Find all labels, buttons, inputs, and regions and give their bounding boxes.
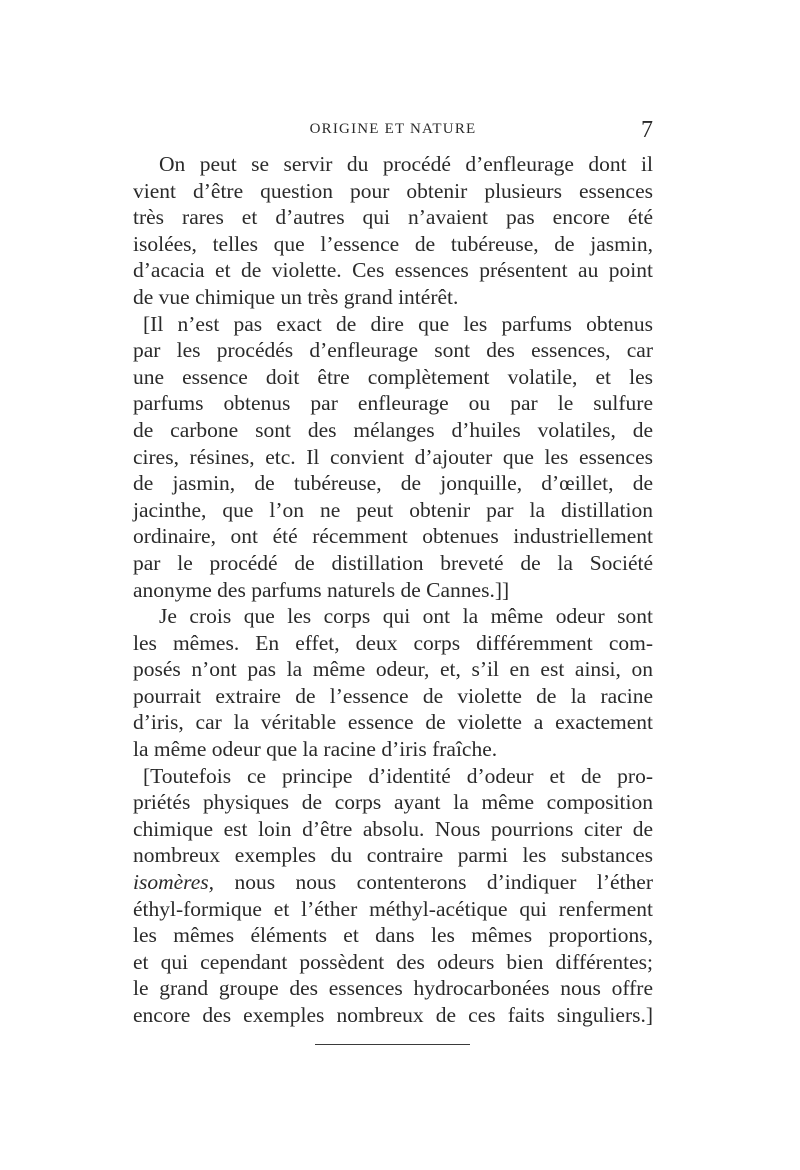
text-line: [Il n’est pas exact de dire que les parfums obtenus [143, 311, 653, 336]
text-line: de carbone sont des mélanges d’huiles volatiles, de [133, 417, 653, 442]
text-line: pourrait extraire de l’essence de violette de la racine [133, 683, 653, 708]
text-line: très rares et d’autres qui n’avaient pas encore été [133, 205, 653, 230]
running-head [133, 117, 653, 145]
text-line: anonyme des parfums naturels de Cannes.]] [133, 577, 510, 602]
text-line: les mêmes éléments et dans les mêmes proportions, [133, 923, 653, 948]
text-line: la même odeur que la racine d’iris fraîche. [133, 737, 498, 762]
text-line: encore des exemples nombreux de ces faits singuliers.] [133, 1003, 653, 1027]
text-line: chimique est loin d’être absolu. Nous pourrions citer de [133, 816, 653, 841]
text-line: le grand groupe des essences hydrocarbonées nous offre [133, 976, 653, 1001]
text-line: ordinaire, ont été récemment obtenues industriellement [133, 524, 653, 549]
text-line: Je crois que les corps qui ont la même odeur sont [159, 604, 653, 629]
text-line: vient d’être question pour obtenir plusieurs essences [133, 178, 653, 203]
text-line: les mêmes. En effet, deux corps différemment com- [133, 630, 653, 655]
body-text [133, 151, 653, 1029]
text-line: cires, résines, etc. Il convient d’ajouter que les essences [133, 444, 653, 469]
text-line: jacinthe, que l’on ne peut obtenir par la distillation [133, 497, 653, 522]
text-line-rest: nous nous contenterons d’indiquer l’éther [234, 870, 654, 895]
text-line: priétés physiques de corps ayant la même composition [133, 790, 653, 815]
text-line: [Toutefois ce principe d’identité d’odeur et de pro- [143, 763, 653, 788]
text-line-with-italic [133, 869, 653, 896]
text-line: On peut se servir du procédé d’enfleurage dont il [159, 152, 653, 176]
text-line: nombreux exemples du contraire parmi les substances [133, 843, 653, 868]
text-line: une essence doit être complètement volatile, et les [133, 364, 653, 389]
text-line: de jasmin, de tubéreuse, de jonquille, d’œillet, de [133, 471, 653, 496]
text-line: par le procédé de distillation breveté de la Société [133, 550, 653, 575]
page-number: 7 [641, 117, 653, 143]
text-line: de vue chimique un très grand intérêt. [133, 284, 459, 309]
text-line: d’acacia et de violette. Ces essences présentent au point [133, 258, 653, 283]
section-divider [315, 1044, 470, 1045]
text-line: posés n’ont pas la même odeur, et, s’il en est ainsi, on [133, 657, 653, 682]
text-line: et qui cependant possèdent des odeurs bien différentes; [133, 949, 653, 974]
running-title: ORIGINE ET NATURE [309, 121, 477, 137]
text-line: isolées, telles que l’essence de tubéreuse, de jasmin, [133, 231, 653, 256]
text-line: d’iris, car la véritable essence de violette a exactement [133, 710, 653, 735]
text-line: parfums obtenus par enfleurage ou par le sulfure [133, 391, 653, 416]
text-line: éthyl-formique et l’éther méthyl-acétique qui renferment [133, 896, 653, 921]
italic-term: isomères, [133, 870, 215, 895]
text-line: par les procédés d’enfleurage sont des essences, car [133, 338, 653, 363]
